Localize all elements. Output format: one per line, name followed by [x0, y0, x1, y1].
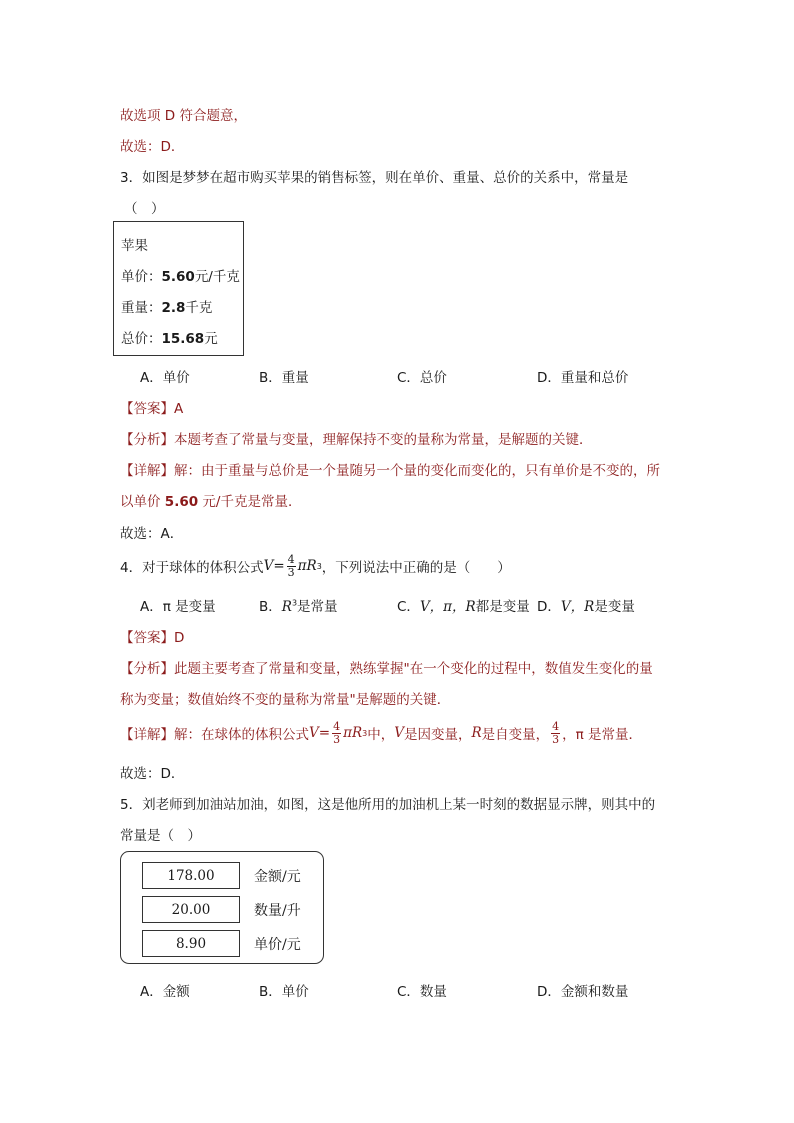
q4-detail-fraction: $\frac{4}{3}$ [333, 719, 341, 746]
q4-option-d: D．V，R是变量 [537, 599, 635, 615]
q4-option-a: A．π 是变量 [140, 599, 216, 615]
display-amount-unit: 金额/元 [254, 869, 301, 885]
q3-stem: 3．如图是梦梦在超市购买苹果的销售标签，则在单价、重量、总价的关系中，常量是 [120, 170, 629, 186]
display-amount-value: 178.00 [142, 862, 240, 889]
q5-pump-display [120, 851, 324, 964]
q5-stem-line2: 常量是（ ） [120, 828, 201, 844]
display-price-unit: 单价/元 [254, 937, 301, 953]
display-volume-value: 20.00 [142, 896, 240, 923]
q3-conclusion: 故选：A． [120, 526, 184, 542]
q3-detail-line2: 以单价 5.60 元/千克是常量． [120, 494, 302, 510]
q5-option-a: A．金额 [140, 984, 190, 1000]
q4-conclusion: 故选：D． [120, 766, 185, 782]
tag-total: 总价：15.68元 [121, 331, 218, 347]
tag-price: 单价：5.60元/千克 [121, 269, 240, 285]
prev-answer-line: 故选：D． [120, 139, 185, 155]
q4-analysis-line2: 称为变量；数值始终不变的量称为常量"是解题的关键． [120, 692, 451, 708]
display-volume-unit: 数量/升 [254, 903, 301, 919]
q4-answer: 【答案】D [120, 630, 185, 646]
q3-option-d: D．重量和总价 [537, 370, 629, 386]
q4-analysis-line1: 【分析】此题主要考查了常量和变量，熟练掌握"在一个变化的过程中，数值发生变化的量 [120, 661, 653, 677]
q5-option-c: C．数量 [397, 984, 447, 1000]
q3-option-b: B．重量 [259, 370, 309, 386]
q5-stem-line1: 5．刘老师到加油站加油，如图，这是他所用的加油机上某一时刻的数据显示牌，则其中的 [120, 797, 656, 813]
q4-option-c: C．V，π，R都是变量 [397, 599, 530, 615]
q5-option-b: B．单价 [259, 984, 309, 1000]
q3-paren: （ ） [124, 201, 165, 217]
q3-option-a: A．单价 [140, 370, 190, 386]
q4-fraction: $\frac{4}{3}$ [287, 552, 295, 579]
display-price-value: 8.90 [142, 930, 240, 957]
q4-detail: 【详解】 解：在球体的体积公式 V = $\frac{4}{3}$ π R 3 中， V 是因变量， R 是自变量， $\frac{4}{3}$ ，π 是常量． [120, 719, 643, 746]
q3-detail-line1: 【详解】解：由于重量与总价是一个量随另一个量的变化而变化的，只有单价是不变的，所 [120, 463, 660, 479]
q3-analysis: 【分析】本题考查了常量与变量，理解保持不变的量称为常量，是解题的关键． [120, 432, 593, 448]
prev-conclusion-line: 故选项 D 符合题意， [120, 108, 247, 124]
tag-title: 苹果 [121, 238, 148, 254]
q3-price-tag-box [113, 221, 244, 356]
q4-detail-fraction-2: $\frac{4}{3}$ [552, 719, 560, 746]
q4-stem: 4．对于球体的体积公式 V = $\frac{4}{3}$ π R 3 ，下列说法中正确的是（ ） [120, 552, 511, 579]
q4-option-b: B．$R^3$是常量 [259, 598, 338, 615]
q3-option-c: C．总价 [397, 370, 447, 386]
q3-answer: 【答案】A [120, 401, 184, 417]
tag-weight: 重量：2.8千克 [121, 300, 213, 316]
q5-option-d: D．金额和数量 [537, 984, 629, 1000]
